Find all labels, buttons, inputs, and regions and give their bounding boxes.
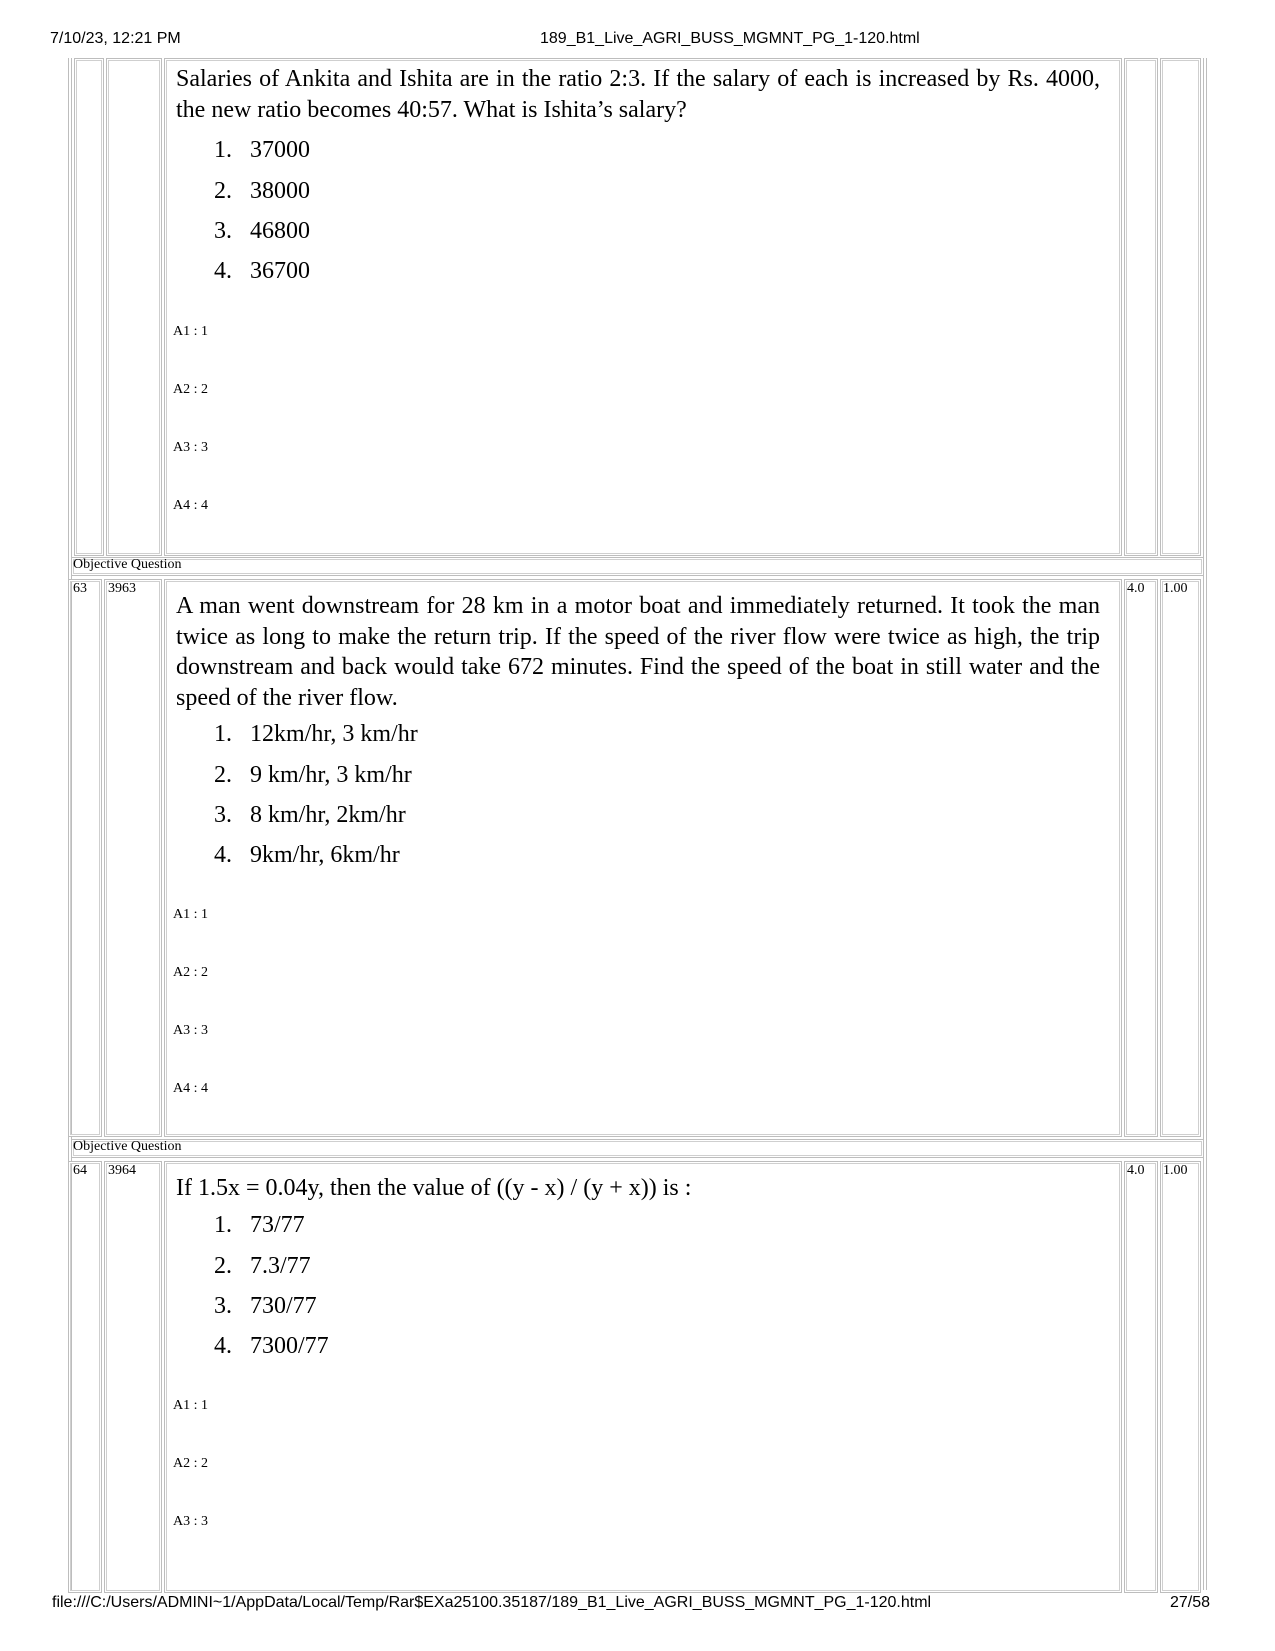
question-text: Salaries of Ankita and Ishita are in the ratio 2:3. If the salary of each is increased by Rs. 4000, the new ratio becomes 40:57. What is Ishita’s salary? — [176, 66, 1100, 123]
negative-marks-cell — [1160, 1161, 1201, 1593]
question-type-label: Objective Question — [73, 1139, 182, 1154]
answer-key: A1 : 1 — [173, 907, 208, 922]
option-item: 1. 37000 — [214, 137, 310, 163]
option-item: 3. 8 km/hr, 2km/hr — [214, 802, 406, 828]
question-cell — [164, 1161, 1122, 1593]
question-text: If 1.5x = 0.04y, then the value of ((y - x) / (y + x)) is : — [176, 1175, 692, 1201]
qid-cell — [104, 1161, 162, 1593]
negative-marks-cell — [1160, 58, 1201, 556]
print-datetime: 7/10/23, 12:21 PM — [50, 30, 181, 47]
question-text: A man went downstream for 28 km in a motor boat and immediately returned. It took the man twice as long to make the return trip. If the speed of the river flow were twice as high, the trip downstream and back would take 672 minutes. Find the speed of the boat in still water and the speed of the river flow. — [176, 593, 1100, 711]
sno-cell — [68, 1161, 102, 1593]
option-item: 2. 38000 — [214, 178, 310, 204]
answer-key: A2 : 2 — [173, 965, 208, 980]
serial-number: 64 — [73, 1163, 87, 1178]
answer-key: A3 : 3 — [173, 1023, 208, 1038]
table-border-right — [1203, 58, 1204, 1590]
question-type-label: Objective Question — [73, 557, 182, 572]
option-item: 1. 73/77 — [214, 1212, 305, 1238]
print-doc-title: 189_B1_Live_AGRI_BUSS_MGMNT_PG_1-120.html — [540, 30, 920, 47]
answer-key: A1 : 1 — [173, 324, 208, 339]
marks-cell — [1124, 58, 1158, 556]
answer-key: A2 : 2 — [173, 382, 208, 397]
qid-cell — [106, 58, 162, 556]
option-item: 4. 36700 — [214, 258, 310, 284]
option-item: 1. 12km/hr, 3 km/hr — [214, 721, 418, 747]
marks-value: 4.0 — [1127, 1163, 1145, 1178]
marks-value: 4.0 — [1127, 581, 1145, 596]
qid-cell — [104, 579, 162, 1137]
print-file-path: file:///C:/Users/ADMINI~1/AppData/Local/Temp/Rar$EXa25100.35187/189_B1_Live_AGRI_BUSS_MGMNT_PG_1-120.html — [52, 1594, 932, 1611]
option-item: 3. 730/77 — [214, 1293, 317, 1319]
answer-key: A1 : 1 — [173, 1398, 208, 1413]
question-type-row — [71, 1139, 1204, 1158]
answer-key: A4 : 4 — [173, 1081, 208, 1096]
option-item: 2. 9 km/hr, 3 km/hr — [214, 762, 412, 788]
question-id: 3963 — [108, 581, 136, 596]
answer-key: A2 : 2 — [173, 1456, 208, 1471]
page-number: 27/58 — [1170, 1594, 1211, 1611]
table-border-right-inner — [1206, 58, 1207, 1590]
option-item: 3. 46800 — [214, 218, 310, 244]
negative-marks-value: 1.00 — [1163, 1163, 1188, 1178]
negative-marks-cell — [1160, 579, 1201, 1137]
sno-cell — [68, 579, 102, 1137]
question-type-row — [71, 557, 1204, 576]
option-item: 4. 9km/hr, 6km/hr — [214, 842, 400, 868]
question-cell — [164, 58, 1122, 556]
serial-number: 63 — [73, 581, 87, 596]
question-id: 3964 — [108, 1163, 136, 1178]
marks-cell — [1124, 579, 1158, 1137]
answer-key: A3 : 3 — [173, 1514, 208, 1529]
answer-key: A3 : 3 — [173, 440, 208, 455]
negative-marks-value: 1.00 — [1163, 581, 1188, 596]
option-item: 2. 7.3/77 — [214, 1253, 311, 1279]
sno-cell — [74, 58, 104, 556]
option-item: 4. 7300/77 — [214, 1333, 329, 1359]
marks-cell — [1124, 1161, 1158, 1593]
answer-key: A4 : 4 — [173, 498, 208, 513]
